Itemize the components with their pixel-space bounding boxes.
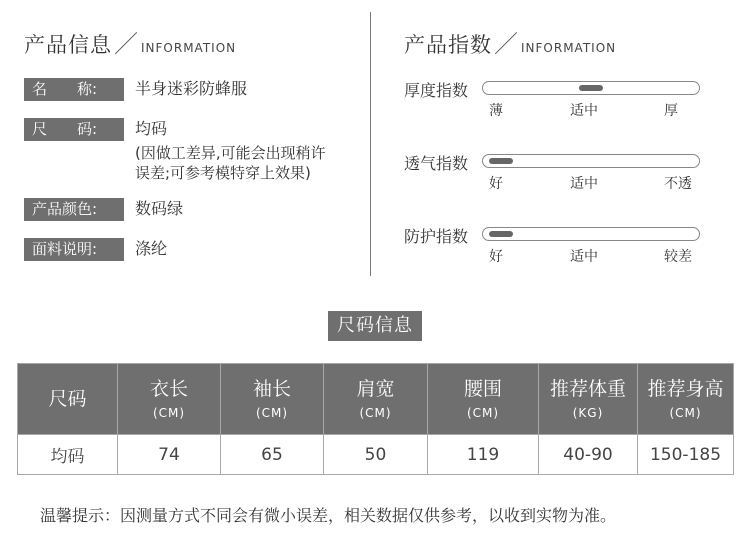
col-header-label: 推荐体重 [549, 377, 626, 400]
section-divider [370, 12, 371, 276]
index-tick-mid: 适中 [570, 249, 598, 265]
index-tick-high: 厚 [664, 103, 678, 119]
index-title-cn: 产品指数 [404, 33, 492, 57]
size-info-badge: 尺码信息 [328, 311, 422, 341]
col-header-label: 推荐身高 [647, 377, 724, 400]
col-header-waist [428, 364, 539, 435]
info-title-cn: 产品信息 [24, 33, 112, 57]
info-value-color: 数码绿 [135, 199, 184, 218]
col-header-size [18, 364, 118, 435]
info-value-name: 半身迷彩防蜂服 [135, 79, 248, 98]
col-header-height [638, 364, 734, 435]
col-header-label: 袖长 [252, 377, 291, 400]
col-header-label: 肩宽 [356, 377, 395, 400]
col-header-unit: (KG) [572, 405, 604, 420]
index-knob-breathability [489, 158, 513, 164]
col-header-unit: (CM) [669, 405, 702, 420]
index-tick-low: 薄 [489, 103, 503, 119]
col-header-unit: (CM) [152, 405, 186, 420]
info-label-size: 尺 码: [24, 118, 124, 141]
col-header-label: 尺码 [48, 388, 87, 410]
table-cell-size: 均码 [18, 435, 118, 475]
info-size-note-line1: (因做工差异,可能会出现稍许 [135, 144, 326, 162]
info-section-title [24, 24, 236, 59]
info-value-fabric: 涤纶 [135, 239, 168, 258]
index-section-title [404, 24, 616, 59]
info-label-fabric: 面料说明: [24, 238, 124, 261]
table-row [18, 435, 734, 475]
col-header-unit: (CM) [255, 405, 289, 420]
col-header-length [118, 364, 221, 435]
col-header-sleeve [221, 364, 324, 435]
title-slash: ／ [494, 30, 519, 58]
index-knob-protection [489, 231, 513, 237]
col-header-shoulder [324, 364, 428, 435]
table-cell-shoulder: 50 [324, 435, 428, 475]
index-label-protection: 防护指数 [404, 227, 469, 246]
info-label-color: 产品颜色: [24, 198, 124, 221]
table-cell-waist: 119 [428, 435, 539, 475]
table-cell-length: 74 [118, 435, 221, 475]
info-value-size: 均码 [135, 119, 168, 138]
index-bar-breathability [482, 154, 700, 168]
col-header-label: 衣长 [149, 377, 188, 400]
index-tick-high: 较差 [664, 249, 692, 265]
index-bar-thickness [482, 81, 700, 95]
index-tick-high: 不透 [664, 176, 692, 192]
index-label-breathability: 透气指数 [404, 154, 469, 173]
index-tick-mid: 适中 [570, 176, 598, 192]
col-header-weight [539, 364, 638, 435]
col-header-label: 腰围 [463, 377, 502, 400]
info-label-name: 名 称: [24, 78, 124, 101]
info-title-en: INFORMATION [141, 41, 237, 55]
index-tick-mid: 适中 [570, 103, 598, 119]
col-header-unit: (CM) [466, 405, 500, 420]
col-header-unit: (CM) [359, 405, 392, 420]
table-cell-sleeve: 65 [221, 435, 324, 475]
size-table [17, 363, 734, 475]
index-tick-low: 好 [489, 176, 503, 192]
info-size-note-line2: 误差;可参考模特穿上效果) [135, 164, 311, 182]
title-slash: ／ [114, 30, 139, 58]
table-cell-height: 150-185 [638, 435, 734, 475]
index-title-en: INFORMATION [521, 41, 617, 55]
table-cell-weight: 40-90 [539, 435, 638, 475]
footer-note: 温馨提示：因测量方式不同会有微小误差，相关数据仅供参考，以收到实物为准。 [40, 506, 617, 525]
index-knob-thickness [579, 85, 603, 91]
size-table-header-row [18, 364, 734, 435]
index-label-thickness: 厚度指数 [404, 81, 469, 100]
index-bar-protection [482, 227, 700, 241]
index-tick-low: 好 [489, 249, 503, 265]
